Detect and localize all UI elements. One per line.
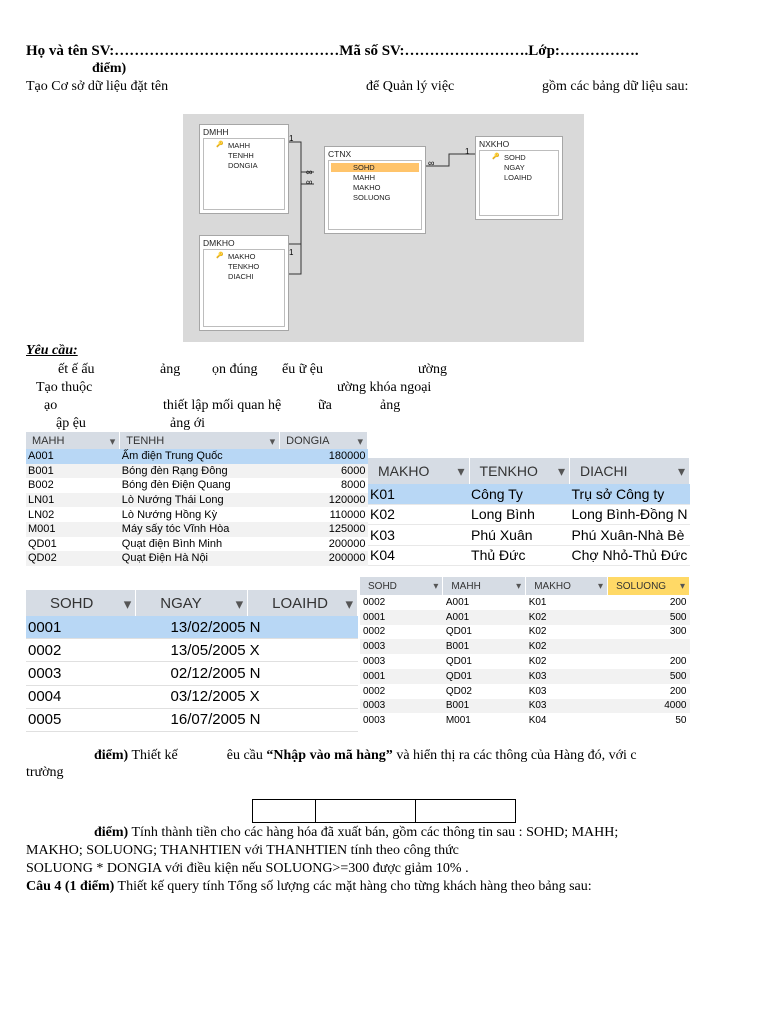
question-2-line2: MAKHO; SOLUONG; THANHTIEN với THANHTIEN tính theo công thức: [26, 843, 459, 858]
dropdown-arrow-icon[interactable]: ▾: [345, 595, 353, 613]
table-row[interactable]: 0002 QD01 K02 300: [363, 626, 687, 638]
table-row[interactable]: K03 Phú Xuân Phú Xuân-Nhà Bè: [368, 525, 690, 546]
table-row[interactable]: 0005 16/07/2005 N: [26, 708, 358, 731]
col-header-diachi[interactable]: DIACHI ▾: [570, 458, 690, 484]
col-header-makho[interactable]: MAKHO ▾: [526, 577, 608, 595]
req-3b: thiết lập mối quan hệ: [163, 398, 282, 413]
req-2a: Tạo thuộc: [36, 380, 93, 395]
table-row[interactable]: LN02 Lò Nướng Hồng Kỳ 110000: [28, 508, 366, 521]
field-soluong: SOLUONG: [353, 193, 391, 202]
empty-cell: [316, 799, 416, 823]
req-4a: ập ệu: [56, 416, 86, 431]
dropdown-arrow-icon[interactable]: ▾: [433, 580, 439, 592]
dropdown-arrow-icon[interactable]: ▾: [557, 463, 566, 479]
student-name-line: Họ và tên SV:………………………………………Mã số SV:…………………….Lớp:…………….: [26, 43, 639, 59]
question-1: điểm) Thiết kế êu cầu “Nhập vào mã hàng” và hiển thị ra các thông của Hàng đó, với c: [94, 748, 637, 763]
diagram-table-ctnx[interactable]: CTNX SOHD MAHH MAKHO SOLUONG: [324, 146, 426, 234]
relationship-diagram: [183, 114, 584, 342]
rel-many-2: ∞: [306, 177, 313, 187]
rel-one-3: 1: [465, 147, 470, 156]
table-row[interactable]: 0003 B001 K03 4000: [360, 699, 690, 714]
req-1a: ết ế ấu: [58, 362, 95, 377]
req-3d: ảng: [380, 398, 401, 413]
field-sohd: 🔑 SOHD: [504, 153, 526, 162]
table-row[interactable]: 0002 13/05/2005 X: [26, 639, 358, 662]
table-row[interactable]: 0004 03/12/2005 X: [26, 685, 358, 708]
table-row[interactable]: B001 Bóng đèn Rạng Đông 6000: [28, 464, 366, 477]
dropdown-arrow-icon[interactable]: ▾: [598, 580, 604, 592]
rel-many-3: ∞: [428, 158, 435, 168]
field-ngay: NGAY: [504, 163, 525, 172]
diagram-table-dmhh[interactable]: DMHH 🔑 MAHH TENHH DONGIA: [199, 124, 289, 214]
rel-one-2: 1: [289, 248, 294, 257]
field-loaihd: LOAIHD: [504, 173, 532, 182]
dmkho-datasheet: [368, 458, 690, 566]
table-row[interactable]: K01 Công Ty Trụ sở Công ty: [368, 484, 690, 504]
dropdown-arrow-icon[interactable]: ▾: [516, 580, 522, 592]
dropdown-arrow-icon[interactable]: ▾: [109, 435, 116, 448]
table-row[interactable]: B002 Bóng đèn Điện Quang 8000: [28, 479, 366, 492]
dropdown-arrow-icon[interactable]: ▾: [357, 435, 363, 448]
table-row[interactable]: LN01 Lò Nướng Thái Long 120000: [28, 494, 366, 507]
req-4b: ảng ới: [170, 416, 206, 431]
col-header-makho[interactable]: MAKHO ▾: [368, 458, 469, 484]
table-row[interactable]: 0003 B001 K02: [360, 639, 690, 654]
col-header-sohd[interactable]: SOHD ▾: [360, 577, 443, 595]
col-header-mahh[interactable]: MAHH ▾: [443, 577, 526, 595]
dropdown-arrow-icon[interactable]: ▾: [457, 463, 465, 479]
empty-cell: [252, 799, 316, 823]
table-row[interactable]: QD01 Quạt điện Bình Minh 200000: [28, 537, 366, 550]
table-row[interactable]: 0001 13/02/2005 N: [26, 616, 358, 639]
dropdown-arrow-icon[interactable]: ▾: [677, 463, 685, 479]
table-row[interactable]: 0002 A001 K01 200: [363, 596, 687, 608]
table-row[interactable]: 0002 QD02 K03 200: [363, 685, 687, 697]
col-header-tenkho[interactable]: TENKHO ▾: [469, 458, 569, 484]
table-row[interactable]: 0001 QD01 K03 500: [360, 669, 690, 684]
req-1d: ểu ữ ệu: [282, 362, 324, 377]
field-mahh: 🔑 MAHH: [228, 141, 250, 150]
dmhh-datasheet: [26, 432, 368, 566]
field-makho: MAKHO: [353, 183, 381, 192]
ctnx-datasheet: [360, 577, 690, 728]
col-header-dongia[interactable]: DONGIA ▾: [280, 432, 368, 449]
req-1b: ảng: [160, 362, 181, 377]
table-row[interactable]: 0003 QD01 K02 200: [363, 656, 687, 668]
col-header-loaihd[interactable]: LOAIHD ▾: [248, 590, 358, 616]
field-diachi: DIACHI: [228, 272, 254, 281]
requirements-title: Yêu cầu:: [26, 343, 78, 358]
question-4: Câu 4 (1 điểm) Thiết kế query tính Tổng số lượng các mặt hàng cho từng khách hàng theo bảng sau:: [26, 879, 592, 894]
intro-part-1: Tạo Cơ sở dữ liệu đặt tên: [26, 79, 169, 94]
rel-many-1: ∞: [306, 167, 313, 177]
dropdown-arrow-icon[interactable]: ▾: [123, 595, 132, 613]
field-tenkho: TENKHO: [228, 262, 260, 271]
diagram-table-nxkho[interactable]: NXKHO 🔑 SOHD NGAY LOAIHD: [475, 136, 563, 220]
dropdown-arrow-icon[interactable]: ▾: [235, 595, 244, 613]
table-row[interactable]: 0003 02/12/2005 N: [26, 662, 358, 685]
col-header-mahh[interactable]: MAHH ▾: [26, 432, 120, 449]
table-row[interactable]: A001 Ấm điện Trung Quốc 180000: [28, 450, 366, 463]
req-3a: ạo: [44, 398, 58, 413]
col-header-soluong[interactable]: SOLUONG ▾: [608, 577, 690, 595]
nxkho-datasheet: [26, 590, 358, 732]
dropdown-arrow-icon[interactable]: ▾: [269, 435, 276, 448]
table-row[interactable]: M001 Máy sấy tóc Vĩnh Hòa 125000: [28, 523, 366, 536]
empty-cell: [416, 799, 516, 823]
req-1c: ọn đúng: [212, 362, 258, 377]
req-2b: ường khóa ngoại: [337, 380, 432, 395]
col-header-sohd[interactable]: SOHD ▾: [26, 590, 136, 616]
field-tenhh: TENHH: [228, 151, 254, 160]
empty-output-table: [252, 799, 516, 823]
col-header-ngay[interactable]: NGAY ▾: [136, 590, 248, 616]
table-row[interactable]: QD02 Quạt Điện Hà Nội 200000: [28, 552, 366, 565]
dropdown-arrow-icon[interactable]: ▾: [679, 580, 685, 592]
question-2: điểm) Tính thành tiền cho các hàng hóa đã xuất bán, gồm các thông tin sau : SOHD; MAHH;: [94, 825, 619, 840]
field-mahh: MAHH: [353, 173, 376, 182]
question-2-line3: SOLUONG * DONGIA với điều kiện nếu SOLUONG>=300 được giảm 10% .: [26, 861, 469, 876]
field-makho: 🔑 MAKHO: [228, 252, 256, 261]
table-row[interactable]: K04 Thủ Đức Chợ Nhỏ-Thủ Đức: [368, 545, 690, 566]
header-score: điểm): [92, 61, 127, 76]
field-sohd: SOHD: [331, 163, 419, 172]
req-1e: ường: [418, 362, 447, 377]
intro-part-2: để Quản lý việc: [366, 79, 455, 94]
table-row[interactable]: 0001 A001 K02 500: [360, 610, 690, 625]
diagram-table-dmkho[interactable]: DMKHO 🔑 MAKHO TENKHO DIACHI: [199, 235, 289, 331]
req-3c: ữa: [318, 398, 332, 413]
question-1-line2: trường: [26, 765, 64, 780]
intro-part-3: gồm các bảng dữ liệu sau:: [542, 79, 689, 94]
col-header-tenhh[interactable]: TENHH ▾: [120, 432, 280, 449]
field-dongia: DONGIA: [228, 161, 258, 170]
rel-one-1: 1: [289, 134, 294, 143]
table-row[interactable]: K02 Long Bình Long Bình-Đồng N: [368, 504, 690, 525]
table-row[interactable]: 0003 M001 K04 50: [363, 715, 687, 727]
